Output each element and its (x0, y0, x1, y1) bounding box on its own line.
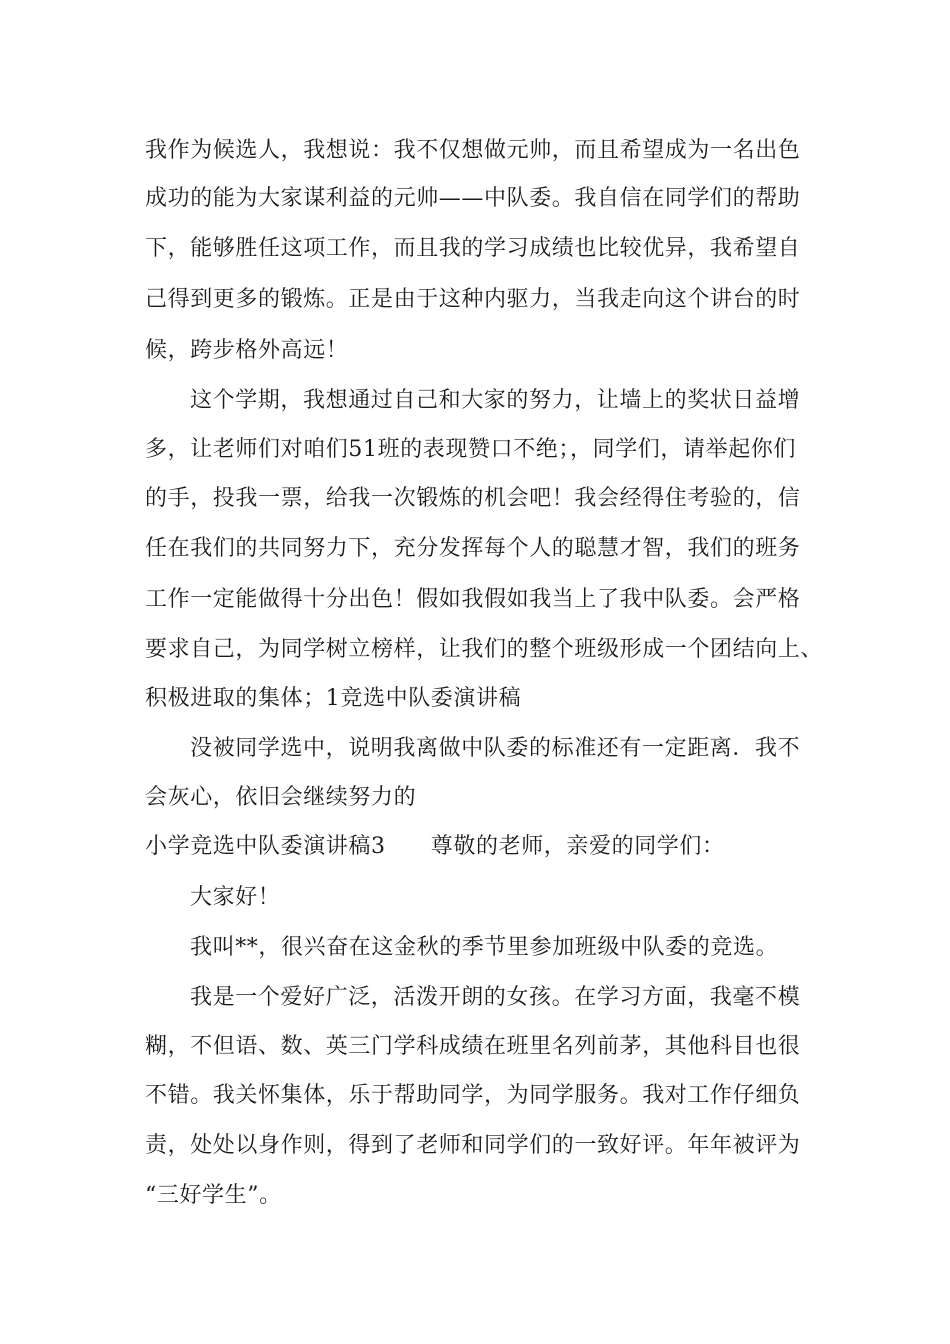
text-line: 责，处处以身作则，得到了老师和同学们的一致好评。年年被评为 (145, 1133, 801, 1158)
text-line: 不错。我关怀集体，乐于帮助同学，为同学服务。我对工作仔细负 (145, 1083, 801, 1108)
text-line: 多，让老师们对咱们51班的表现赞口不绝；，同学们，请举起你们 (145, 437, 796, 462)
text-line: 大家好！ (190, 885, 281, 910)
text-line: 下，能够胜任这项工作，而且我的学习成绩也比较优异，我希望自 (145, 236, 801, 261)
text-line: 糊，不但语、数、英三门学科成绩在班里名列前茅，其他科目也很 (145, 1034, 801, 1059)
text-line: 己得到更多的锻炼。正是由于这种内驱力，当我走向这个讲台的时 (145, 287, 801, 312)
text-line: 任在我们的共同努力下，充分发挥每个人的聪慧才智，我们的班务 (145, 536, 801, 561)
text-line: “三好学生”。 (145, 1183, 282, 1208)
heading-line: 小学竞选中队委演讲稿3 尊敬的老师，亲爱的同学们： (145, 834, 725, 859)
text-line: 候，跨步格外高远！ (145, 338, 349, 363)
text-line: 我作为候选人，我想说：我不仅想做元帅，而且希望成为一名出色 (145, 138, 801, 163)
text-line: 成功的能为大家谋利益的元帅——中队委。我自信在同学们的帮助 (145, 186, 801, 211)
text-line: 我是一个爱好广泛，活泼开朗的女孩。在学习方面，我毫不模 (190, 985, 801, 1010)
text-line: 没被同学选中，说明我离做中队委的标准还有一定距离．我不 (190, 736, 801, 761)
text-line: 工作一定能做得十分出色！假如我假如我当上了我中队委。会严格 (145, 587, 801, 612)
text-line: 这个学期，我想通过自己和大家的努力，让墙上的奖状日益增 (190, 388, 801, 413)
text-line: 积极进取的集体；1竞选中队委演讲稿 (145, 686, 522, 711)
text-line: 要求自己，为同学树立榜样，让我们的整个班级形成一个团结向上、 (145, 637, 824, 662)
text-line: 我叫**，很兴奋在这金秋的季节里参加班级中队委的竞选。 (190, 935, 779, 960)
text-line: 的手，投我一票，给我一次锻炼的机会吧！我会经得住考验的，信 (145, 486, 801, 511)
text-line: 会灰心，依旧会继续努力的 (145, 785, 417, 810)
